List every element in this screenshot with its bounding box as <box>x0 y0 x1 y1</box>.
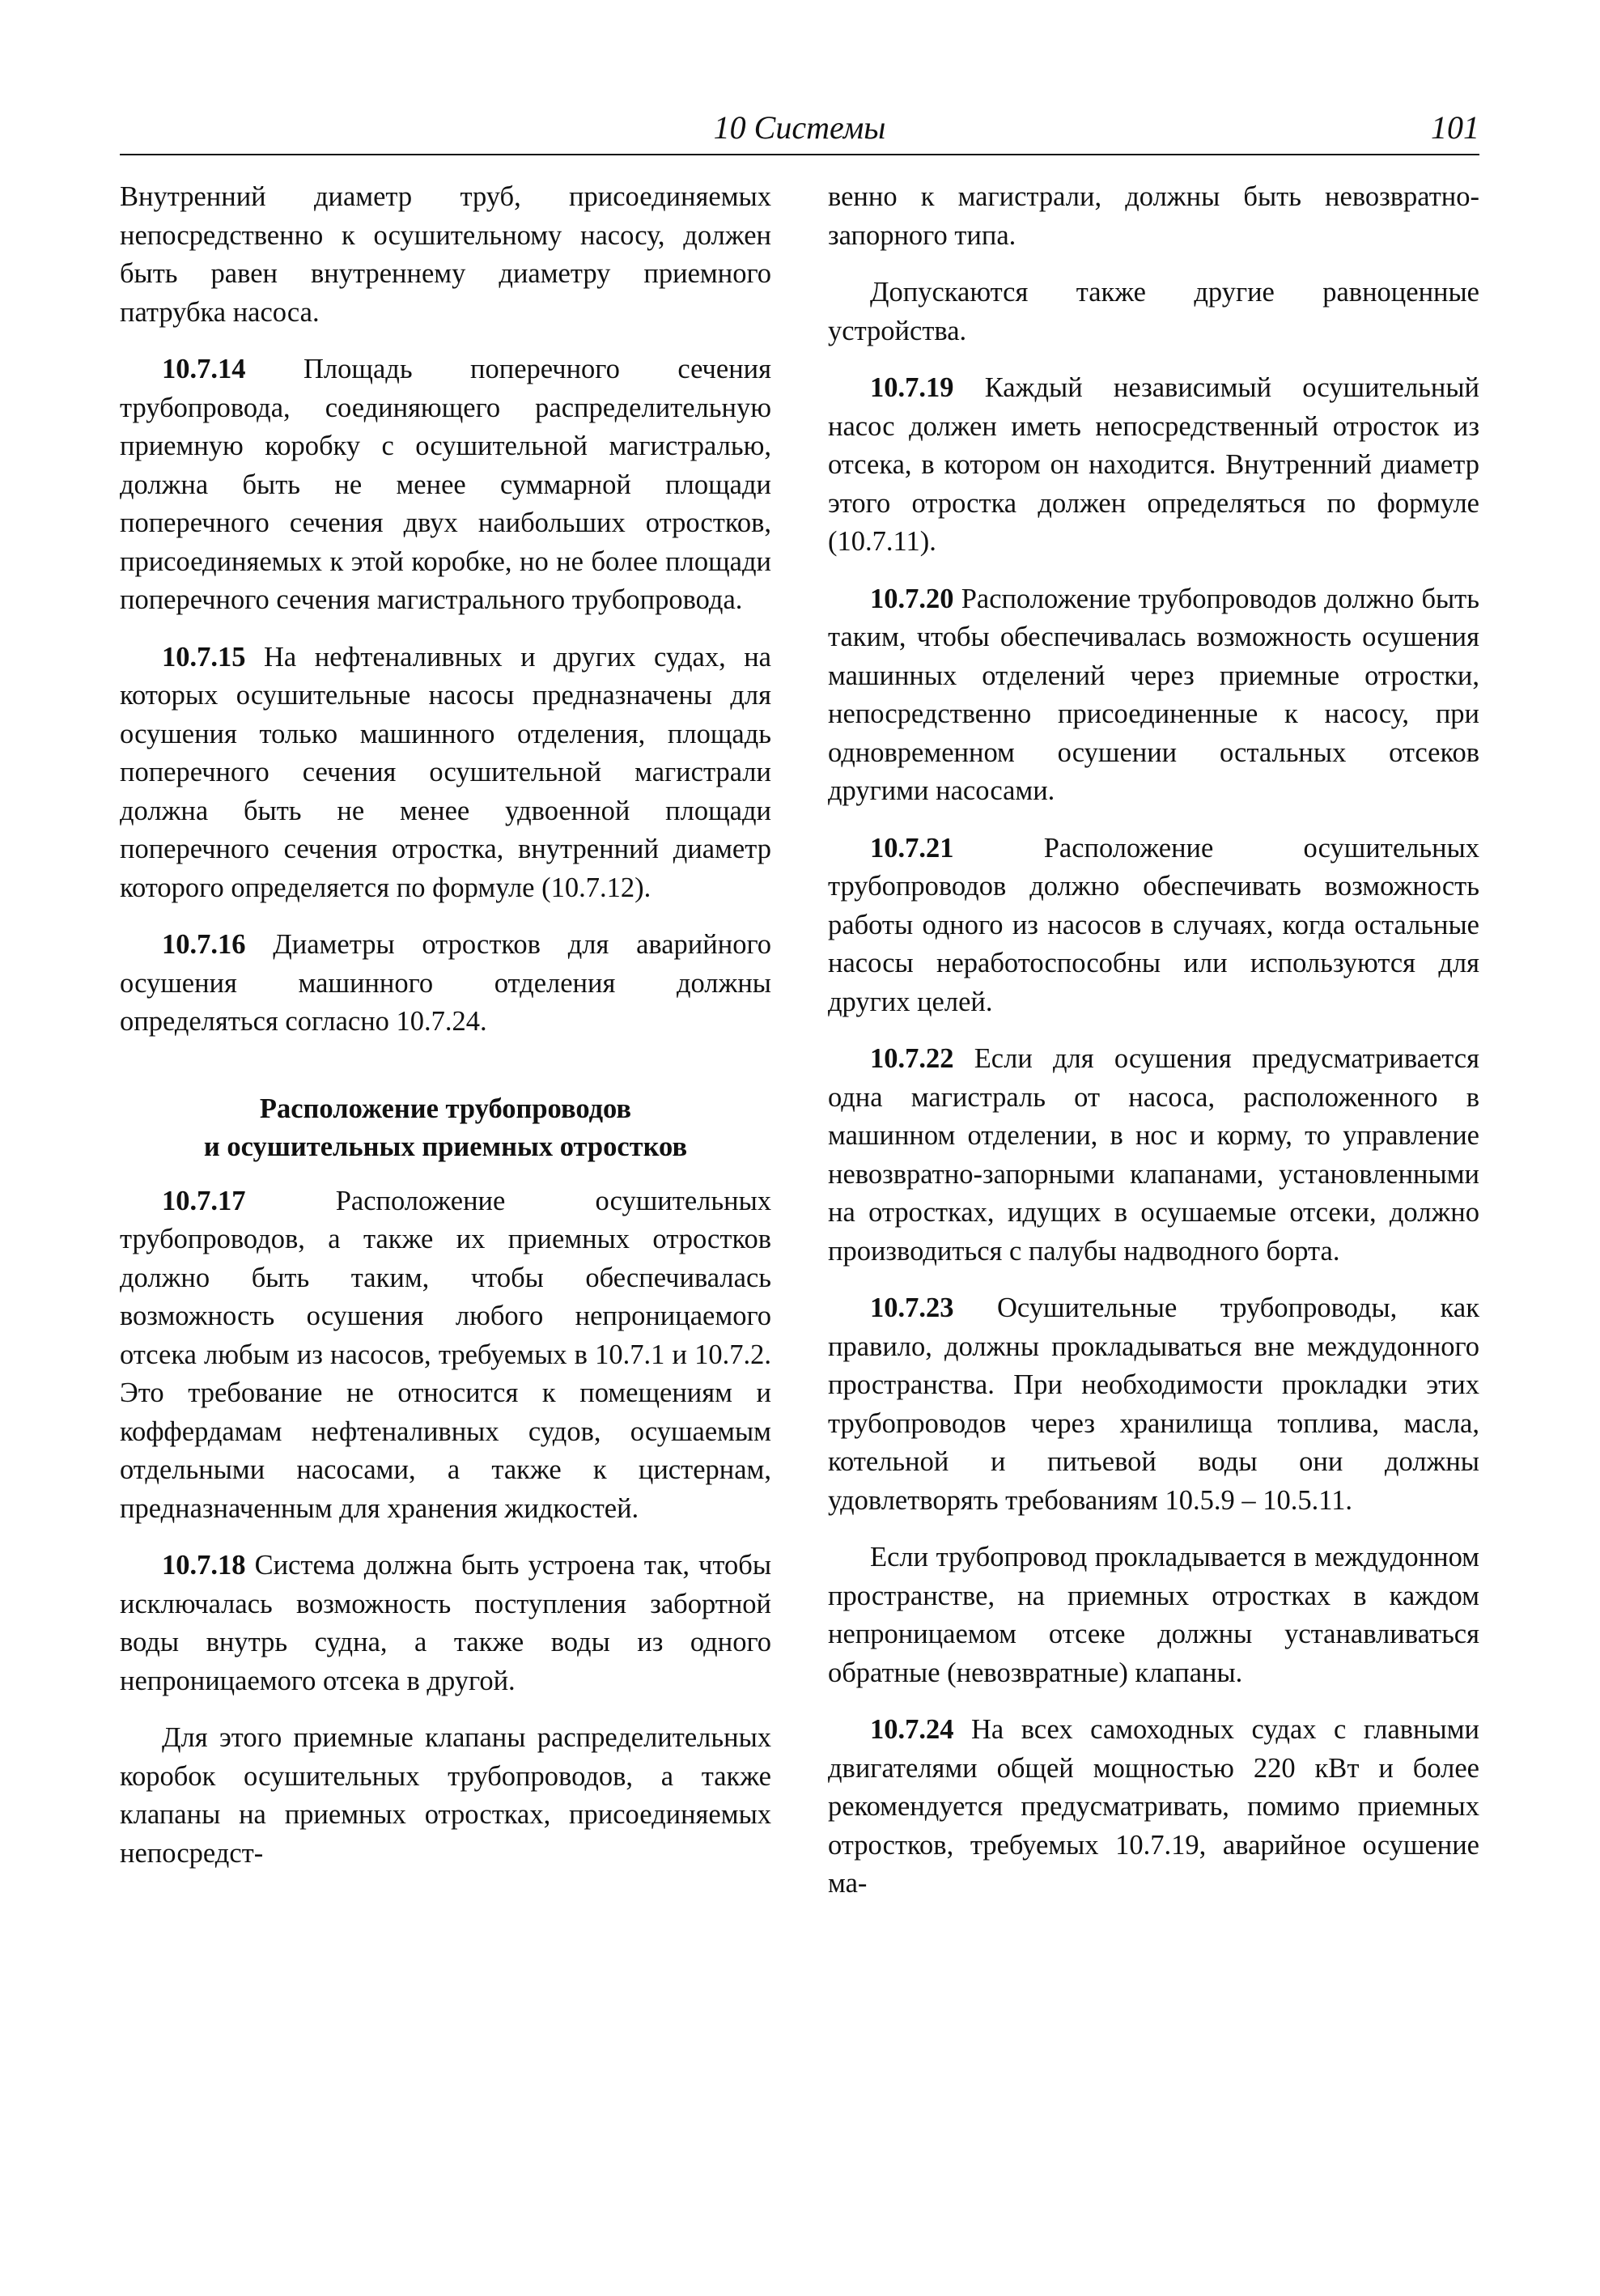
left-column <box>120 178 771 1922</box>
clause-10-7-16: 10.7.16 Диаметры отростков для аварийного осушения машинного отделения должны определяться согласно 10.7.24. <box>120 929 771 1037</box>
paragraph: венно к магистрали, должны быть невозвратно-запорного типа. <box>828 181 1479 251</box>
clause-10-7-19: 10.7.19 Каждый независимый осушительный насос должен иметь непосредственный отросток из отсека, в котором он находится. Внутренний диаметр этого отростка должен определяться по формуле (10.7.11). <box>828 372 1479 557</box>
paragraph: Если трубопровод прокладывается в междудонном пространстве, на приемных отростках в каждом непроницаемом отсеке должны устанавливаться обратные (невозвратные) клапаны. <box>828 1542 1479 1688</box>
clause-number: 10.7.23 <box>870 1292 954 1323</box>
clause-number: 10.7.19 <box>870 372 954 403</box>
text-columns <box>120 178 1479 1922</box>
clause-number: 10.7.18 <box>162 1550 246 1581</box>
clause-10-7-18: 10.7.18 Система должна быть устроена так, чтобы исключалась возможность поступления забортной воды внутрь судна, а также воды из одного непроницаемого отсека в другой. <box>120 1550 771 1696</box>
paragraph: Допускаются также другие равноценные устройства. <box>828 277 1479 346</box>
page-header <box>120 105 1479 155</box>
clause-number: 10.7.22 <box>870 1043 954 1074</box>
clause-10-7-24: 10.7.24 На всех самоходных судах с главными двигателями общей мощностью 220 кВт и более рекомендуется предусматривать, помимо приемных отростков, требуемых 10.7.19, аварийное осушение ма- <box>828 1714 1479 1899</box>
clause-10-7-22: 10.7.22 Если для осушения предусматривается одна магистраль от насоса, расположенного в машинном отделении, в нос и корму, то управление невозвратно-запорными клапанами, установленными на отростках, идущих в осушаемые отсеки, должно производиться с палубы надводного борта. <box>828 1043 1479 1267</box>
clause-number: 10.7.21 <box>870 832 954 864</box>
paragraph: Внутренний диаметр труб, присоединяемых непосредственно к осушительному насосу, должен быть равен внутреннему диаметру приемного патрубка насоса. <box>120 181 771 328</box>
clause-number: 10.7.24 <box>870 1714 954 1745</box>
clause-number: 10.7.17 <box>162 1185 246 1216</box>
clause-10-7-23: 10.7.23 Осушительные трубопроводы, как правило, должны прокладываться вне междудонного пространства. При необходимости прокладки этих трубопроводов через хранилища топлива, масла, котельной и питьевой воды они должны удовлетворять требованиям 10.5.9 – 10.5.11. <box>828 1292 1479 1516</box>
section-heading: Расположение трубопроводов и осушительных приемных отростков <box>203 1093 688 1162</box>
clause-number: 10.7.15 <box>162 641 246 673</box>
clause-10-7-20: 10.7.20 Расположение трубопроводов должно быть таким, чтобы обеспечивалась возможность осушения машинных отделений через приемные отростки, непосредственно присоединенные к насосу, при одновременном осушении остальных отсеков другими насосами. <box>828 583 1479 806</box>
document-page <box>120 105 1479 2250</box>
clause-10-7-21: 10.7.21 Расположение осушительных трубопроводов должно обеспечивать возможность работы одного из насосов в случаях, когда остальные насосы неработоспособны или используются для других целей. <box>828 832 1479 1017</box>
page-number: 101 <box>1431 109 1479 146</box>
clause-10-7-17: 10.7.17 Расположение осушительных трубопроводов, а также их приемных отростков должно быть таким, чтобы обеспечивалась возможность осушения любого непроницаемого отсека любым из насосов, требуемых в 10.7.1 и 10.7.2. Это требование не относится к помещениям и коффердамам нефтеналивных судов, осушаемым отдельными насосами, а также к цистернам, предназначенным для хранения жидкостей. <box>120 1185 771 1524</box>
clause-number: 10.7.16 <box>162 929 246 960</box>
clause-10-7-14: 10.7.14 Площадь поперечного сечения трубопровода, соединяющего распределительную приемную коробку с осушительной магистралью, должна быть не менее суммарной площади поперечного сечения двух наибольших отростков, присоединяемых к этой коробке, но не более площади поперечного сечения магистрального трубопровода. <box>120 354 771 615</box>
clause-number: 10.7.14 <box>162 354 246 384</box>
clause-10-7-15: 10.7.15 На нефтеналивных и других судах, на которых осушительные насосы предназначены для осушения только машинного отделения, площадь поперечного сечения осушительной магистрали должна быть не менее удвоенной площади поперечного сечения отростка, внутренний диаметр которого определяется по формуле (10.7.12). <box>120 641 771 903</box>
clause-number: 10.7.20 <box>870 583 954 614</box>
right-column <box>828 178 1479 1922</box>
running-title: 10 Системы <box>713 109 886 146</box>
paragraph: Для этого приемные клапаны распределительных коробок осушительных трубопроводов, а также клапаны на приемных отростках, присоединяемых непосредст- <box>120 1722 771 1869</box>
